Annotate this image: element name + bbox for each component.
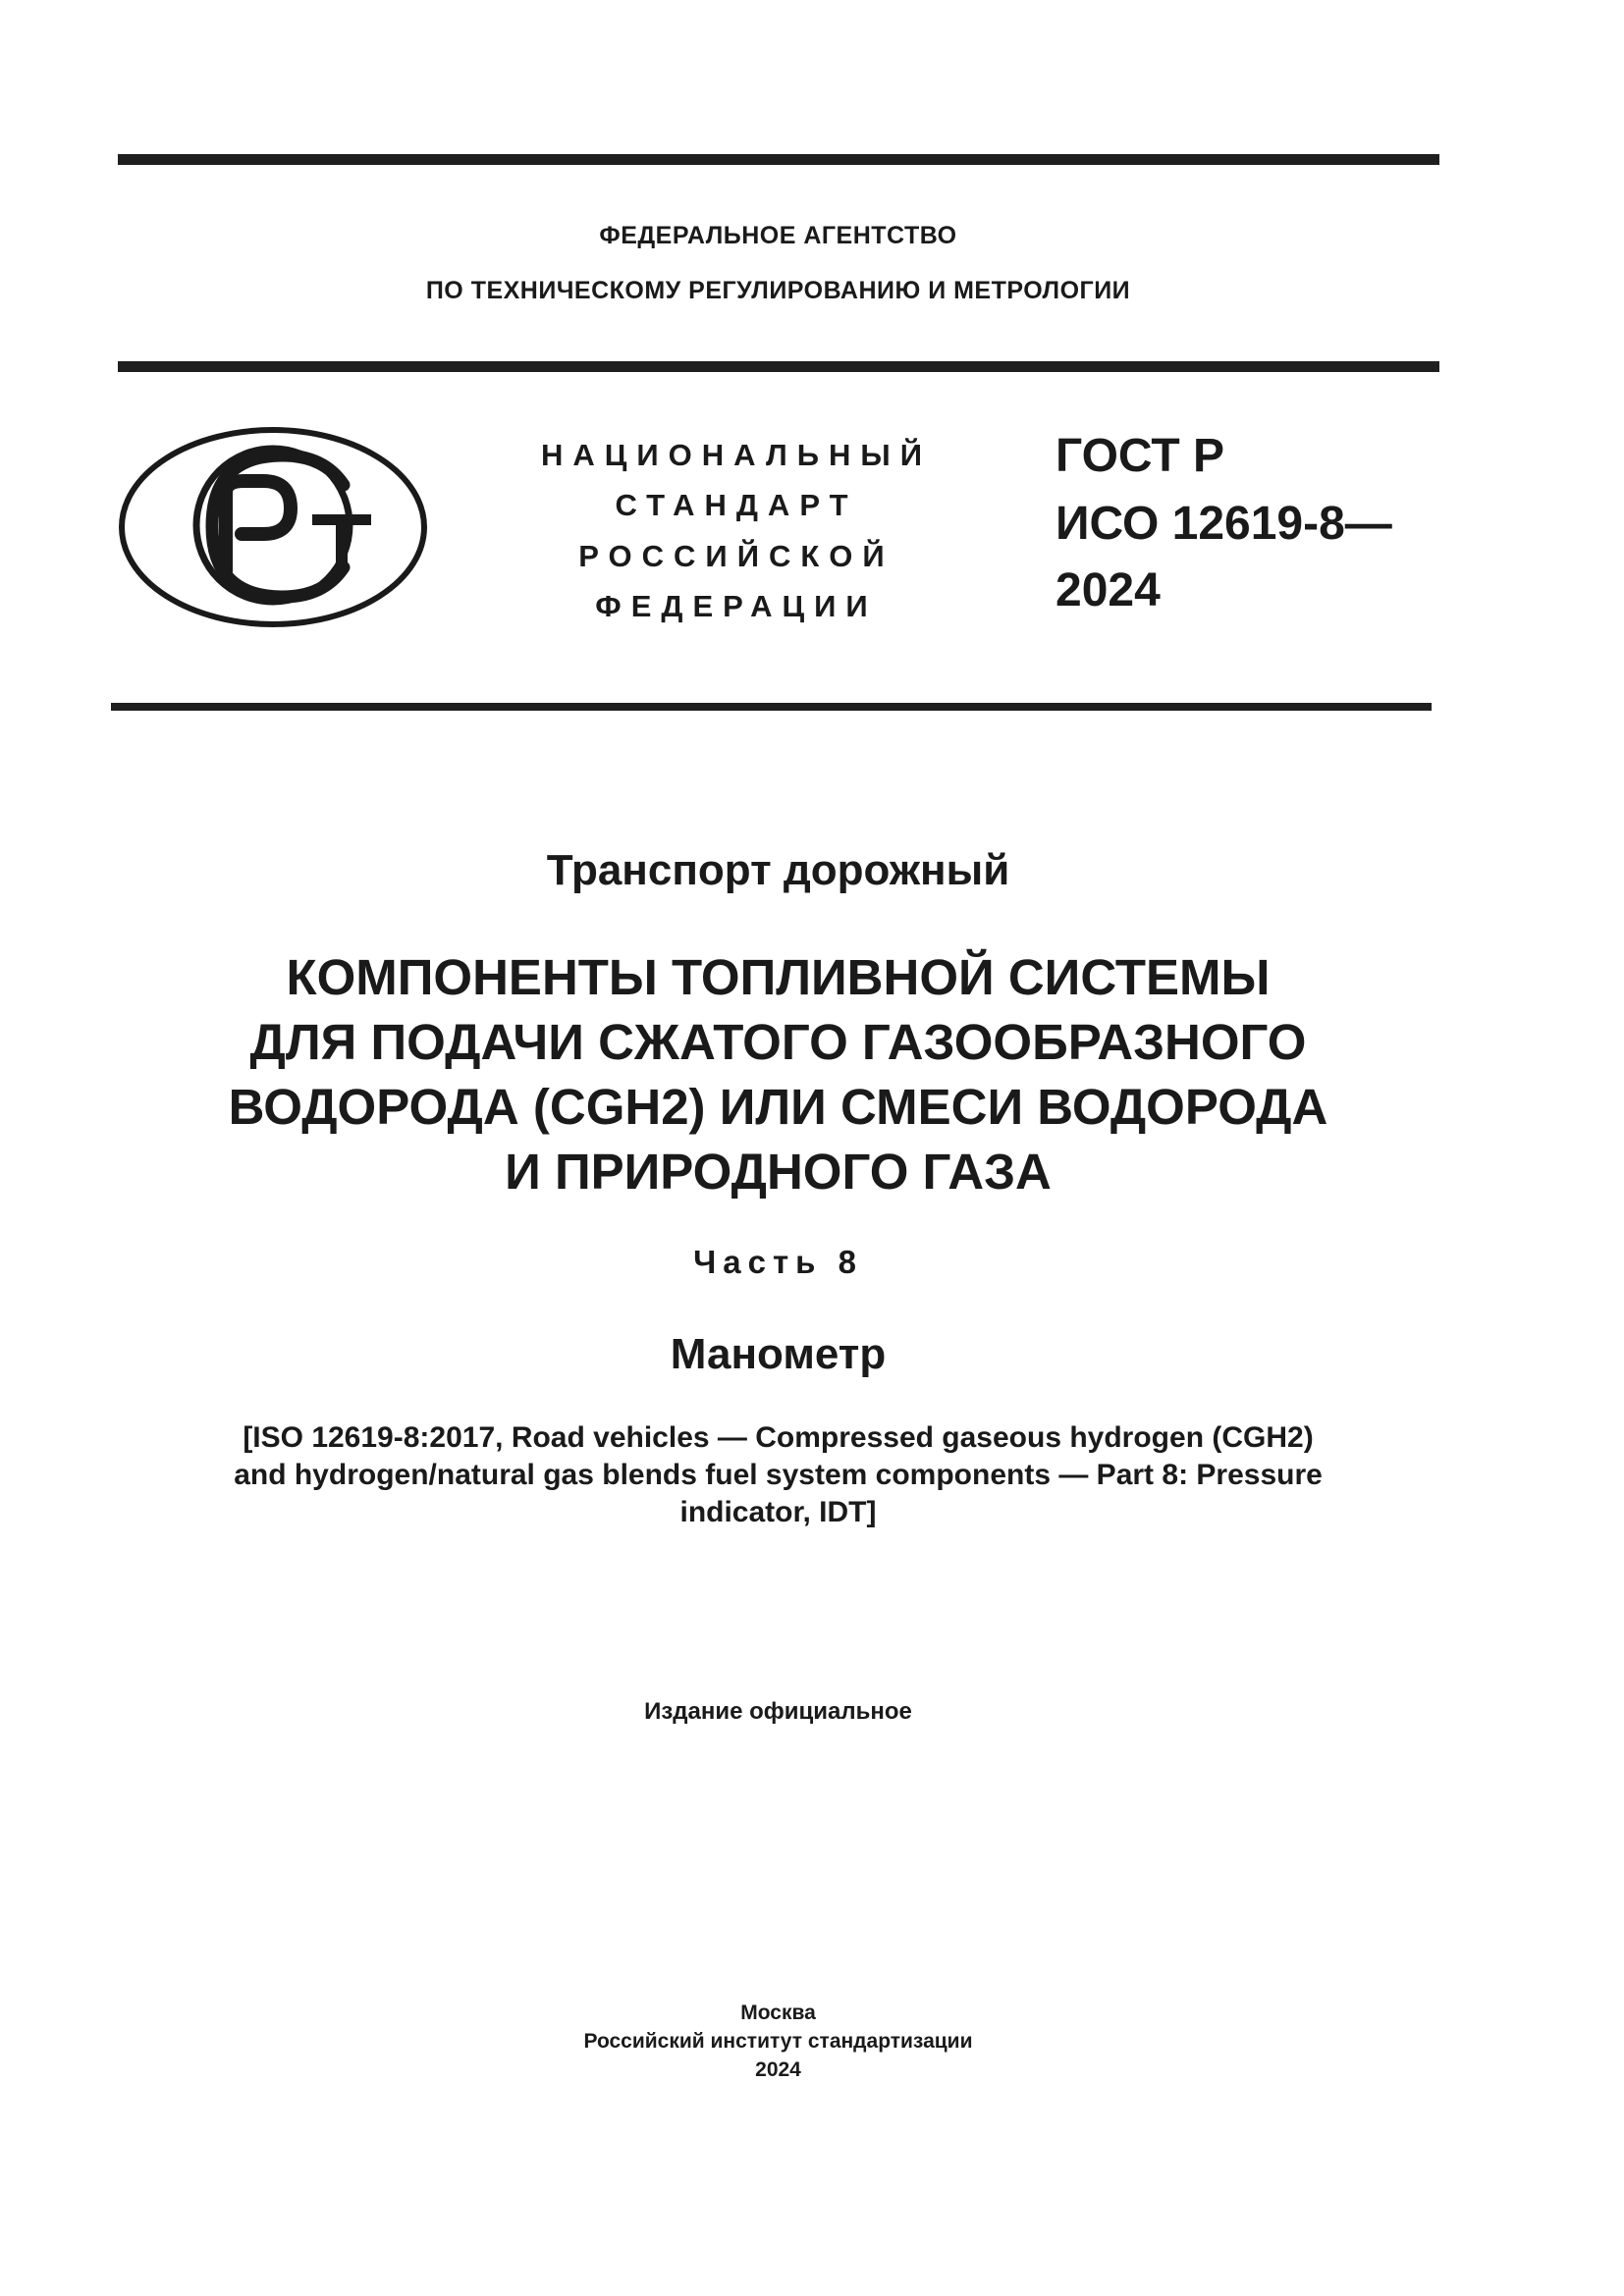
- agency-name-line-2: ПО ТЕХНИЧЕСКОМУ РЕГУЛИРОВАНИЮ И МЕТРОЛОГИИ: [425, 277, 1131, 304]
- iso-reference-line: [ISO 12619-8:2017, Road vehicles — Compressed gaseous hydrogen (CGH2): [243, 1421, 1314, 1454]
- standard-code-line-2: ИСО 12619-8—: [1056, 498, 1392, 550]
- imprint: [0, 1999, 1556, 2084]
- top-rule: [118, 154, 1439, 165]
- iso-reference-line: and hydrogen/natural gas blends fuel system components — Part 8: Pressure: [234, 1459, 1323, 1491]
- document-title-line: КОМПОНЕНТЫ ТОПЛИВНОЙ СИСТЕМЫ: [286, 949, 1271, 1005]
- lower-rule: [111, 703, 1432, 711]
- rst-certification-mark-icon: [116, 424, 430, 630]
- iso-reference-line: indicator, IDT]: [679, 1496, 877, 1528]
- iso-reference: [0, 1419, 1556, 1531]
- document-title-line: ВОДОРОДА (CGH2) ИЛИ СМЕСИ ВОДОРОДА: [228, 1079, 1328, 1135]
- agency-name-line-1: ФЕДЕРАЛЬНОЕ АГЕНТСТВО: [599, 222, 957, 249]
- standard-code-line-3: 2024: [1056, 564, 1161, 616]
- imprint-city: Москва: [740, 2002, 816, 2024]
- document-title-line: ДЛЯ ПОДАЧИ СЖАТОГО ГАЗООБРАЗНОГО: [249, 1014, 1307, 1070]
- document-category: Транспорт дорожный: [546, 846, 1010, 894]
- standard-code-line-1: ГОСТ Р: [1056, 430, 1225, 482]
- document-subtitle: Манометр: [670, 1330, 887, 1378]
- national-standard-line-4: ФЕДЕРАЦИИ: [595, 589, 878, 623]
- national-standard-line-2: СТАНДАРТ: [615, 488, 858, 522]
- document-title-line: И ПРИРОДНОГО ГАЗА: [505, 1144, 1052, 1200]
- imprint-publisher: Российский институт стандартизации: [583, 2030, 973, 2053]
- middle-rule: [118, 361, 1439, 372]
- edition-note: Издание официальное: [644, 1698, 912, 1725]
- part-number: Часть 8: [693, 1244, 863, 1280]
- national-standard-line-3: РОССИЙСКОЙ: [578, 539, 894, 573]
- imprint-year: 2024: [755, 2058, 801, 2081]
- national-standard-line-1: НАЦИОНАЛЬНЫЙ: [540, 438, 933, 472]
- document-title: [0, 945, 1556, 1204]
